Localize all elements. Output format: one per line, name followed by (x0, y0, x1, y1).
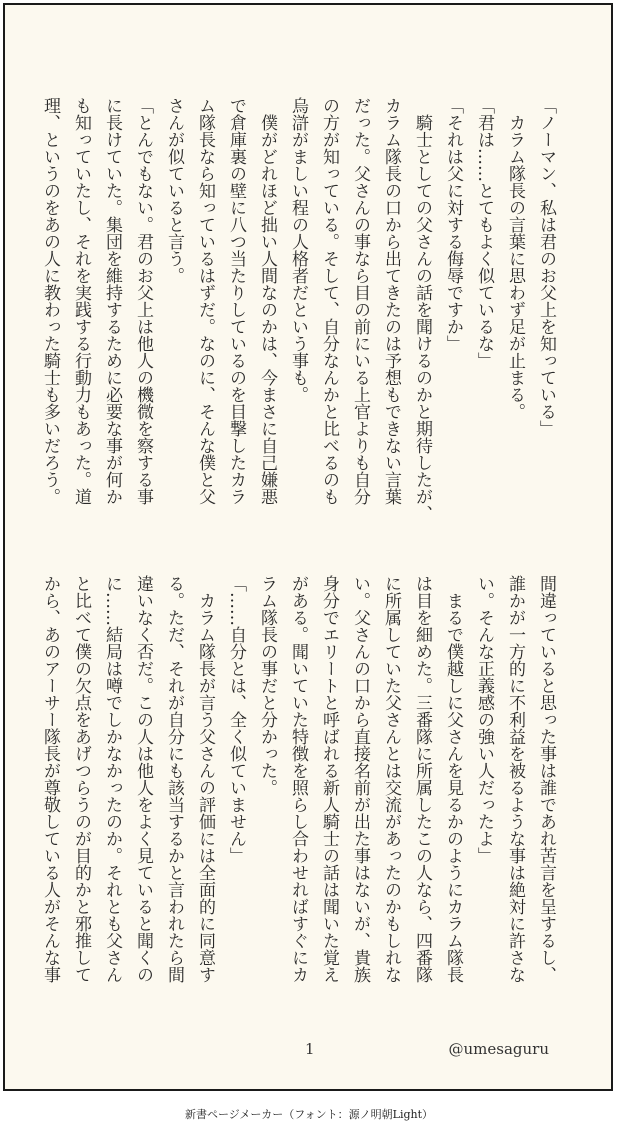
text-line: い。父さんの口から直接名前が出た事はないが、貴族 (350, 575, 370, 983)
text-line: 誰かが一方的に不利益を被るような事は絶対に許さな (505, 575, 525, 983)
text-line: 身分でエリートと呼ばれる新人騎士の話は聞いた覚え (319, 575, 339, 983)
text-line: から、あのアーサー隊長が尊敬している人がそんな事 (40, 575, 60, 983)
text-line: 違いなく否だ。この人は他人をよく見ていると聞くの (133, 575, 153, 983)
text-line: 間違っていると思った事は誰であれ苦言を呈するし、 (536, 575, 556, 983)
page-number: 1 (305, 1040, 315, 1058)
text-line: 騎士としての父さんの話を聞けるのかと期待したが、 (412, 97, 432, 522)
text-line: 理、というのをあの人に教わった騎士も多いだろう。 (40, 97, 60, 505)
text-line: で倉庫裏の壁に八つ当たりしているのを目撃したカラ (226, 97, 246, 505)
book-page (3, 3, 613, 1091)
text-line: 烏滸がましい程の人格者だという事も。 (288, 97, 308, 403)
text-line: の方が知っている。そして、自分なんかと比べるのも (319, 97, 339, 505)
text-line: に……結局は噂でしかなかったのか。それとも父さん (102, 575, 122, 983)
text-line: まるで僕越しに父さんを見るかのようにカラム隊長 (443, 575, 463, 983)
text-line: に長けていた。集団を維持するために必要な事が何か (102, 97, 122, 505)
text-line: も知っていたし、それを実践する行動力もあった。道 (71, 97, 91, 505)
author-credit: @umesaguru (448, 1040, 549, 1058)
text-line: 「……自分とは、全く似ていません」 (226, 575, 246, 864)
generator-caption: 新書ページメーカー（フォント：源ノ明朝Light） (184, 1108, 434, 1121)
text-line: は目を細めた。三番隊に所属したこの人なら、四番隊 (412, 575, 432, 983)
text-block-lower (34, 575, 561, 1015)
text-line: カラム隊長の口から出てきたのは予想もできない言葉 (381, 97, 401, 505)
text-line: る。ただ、それが自分にも該当するかと言われたら間 (164, 575, 184, 983)
text-line: い。そんな正義感の強い人だったよ」 (474, 575, 494, 864)
text-line: 「それは父に対する侮辱ですか」 (443, 97, 463, 352)
text-block-upper (34, 97, 561, 537)
text-line: 「ノーマン、私は君のお父上を知っている」 (536, 97, 556, 437)
text-line: 「とんでもない。君のお父上は他人の機微を察する事 (133, 97, 153, 505)
text-line: さんが似ていると言う。 (164, 97, 184, 284)
text-line: ム隊長なら知っているはずだ。なのに、そんな僕と父 (195, 97, 215, 505)
text-line: カラム隊長が言う父さんの評価には全面的に同意す (195, 575, 215, 983)
text-line: ラム隊長の事だと分かった。 (257, 575, 277, 796)
text-line: がある。聞いていた特徴を照らし合わせればすぐにカ (288, 575, 308, 983)
text-line: 僕がどれほど拙い人間なのかは、今まさに自己嫌悪 (257, 97, 277, 505)
text-line: 「君は……とてもよく似ているな」 (474, 97, 494, 369)
text-line: と比べて僕の欠点をあげつらうのが目的かと邪推して (71, 575, 91, 983)
text-line: に所属していた父さんとは交流があったのかもしれな (381, 575, 401, 983)
text-line: だった。父さんの事なら目の前にいる上官よりも自分 (350, 97, 370, 505)
text-line: カラム隊長の言葉に思わず足が止まる。 (505, 97, 525, 420)
